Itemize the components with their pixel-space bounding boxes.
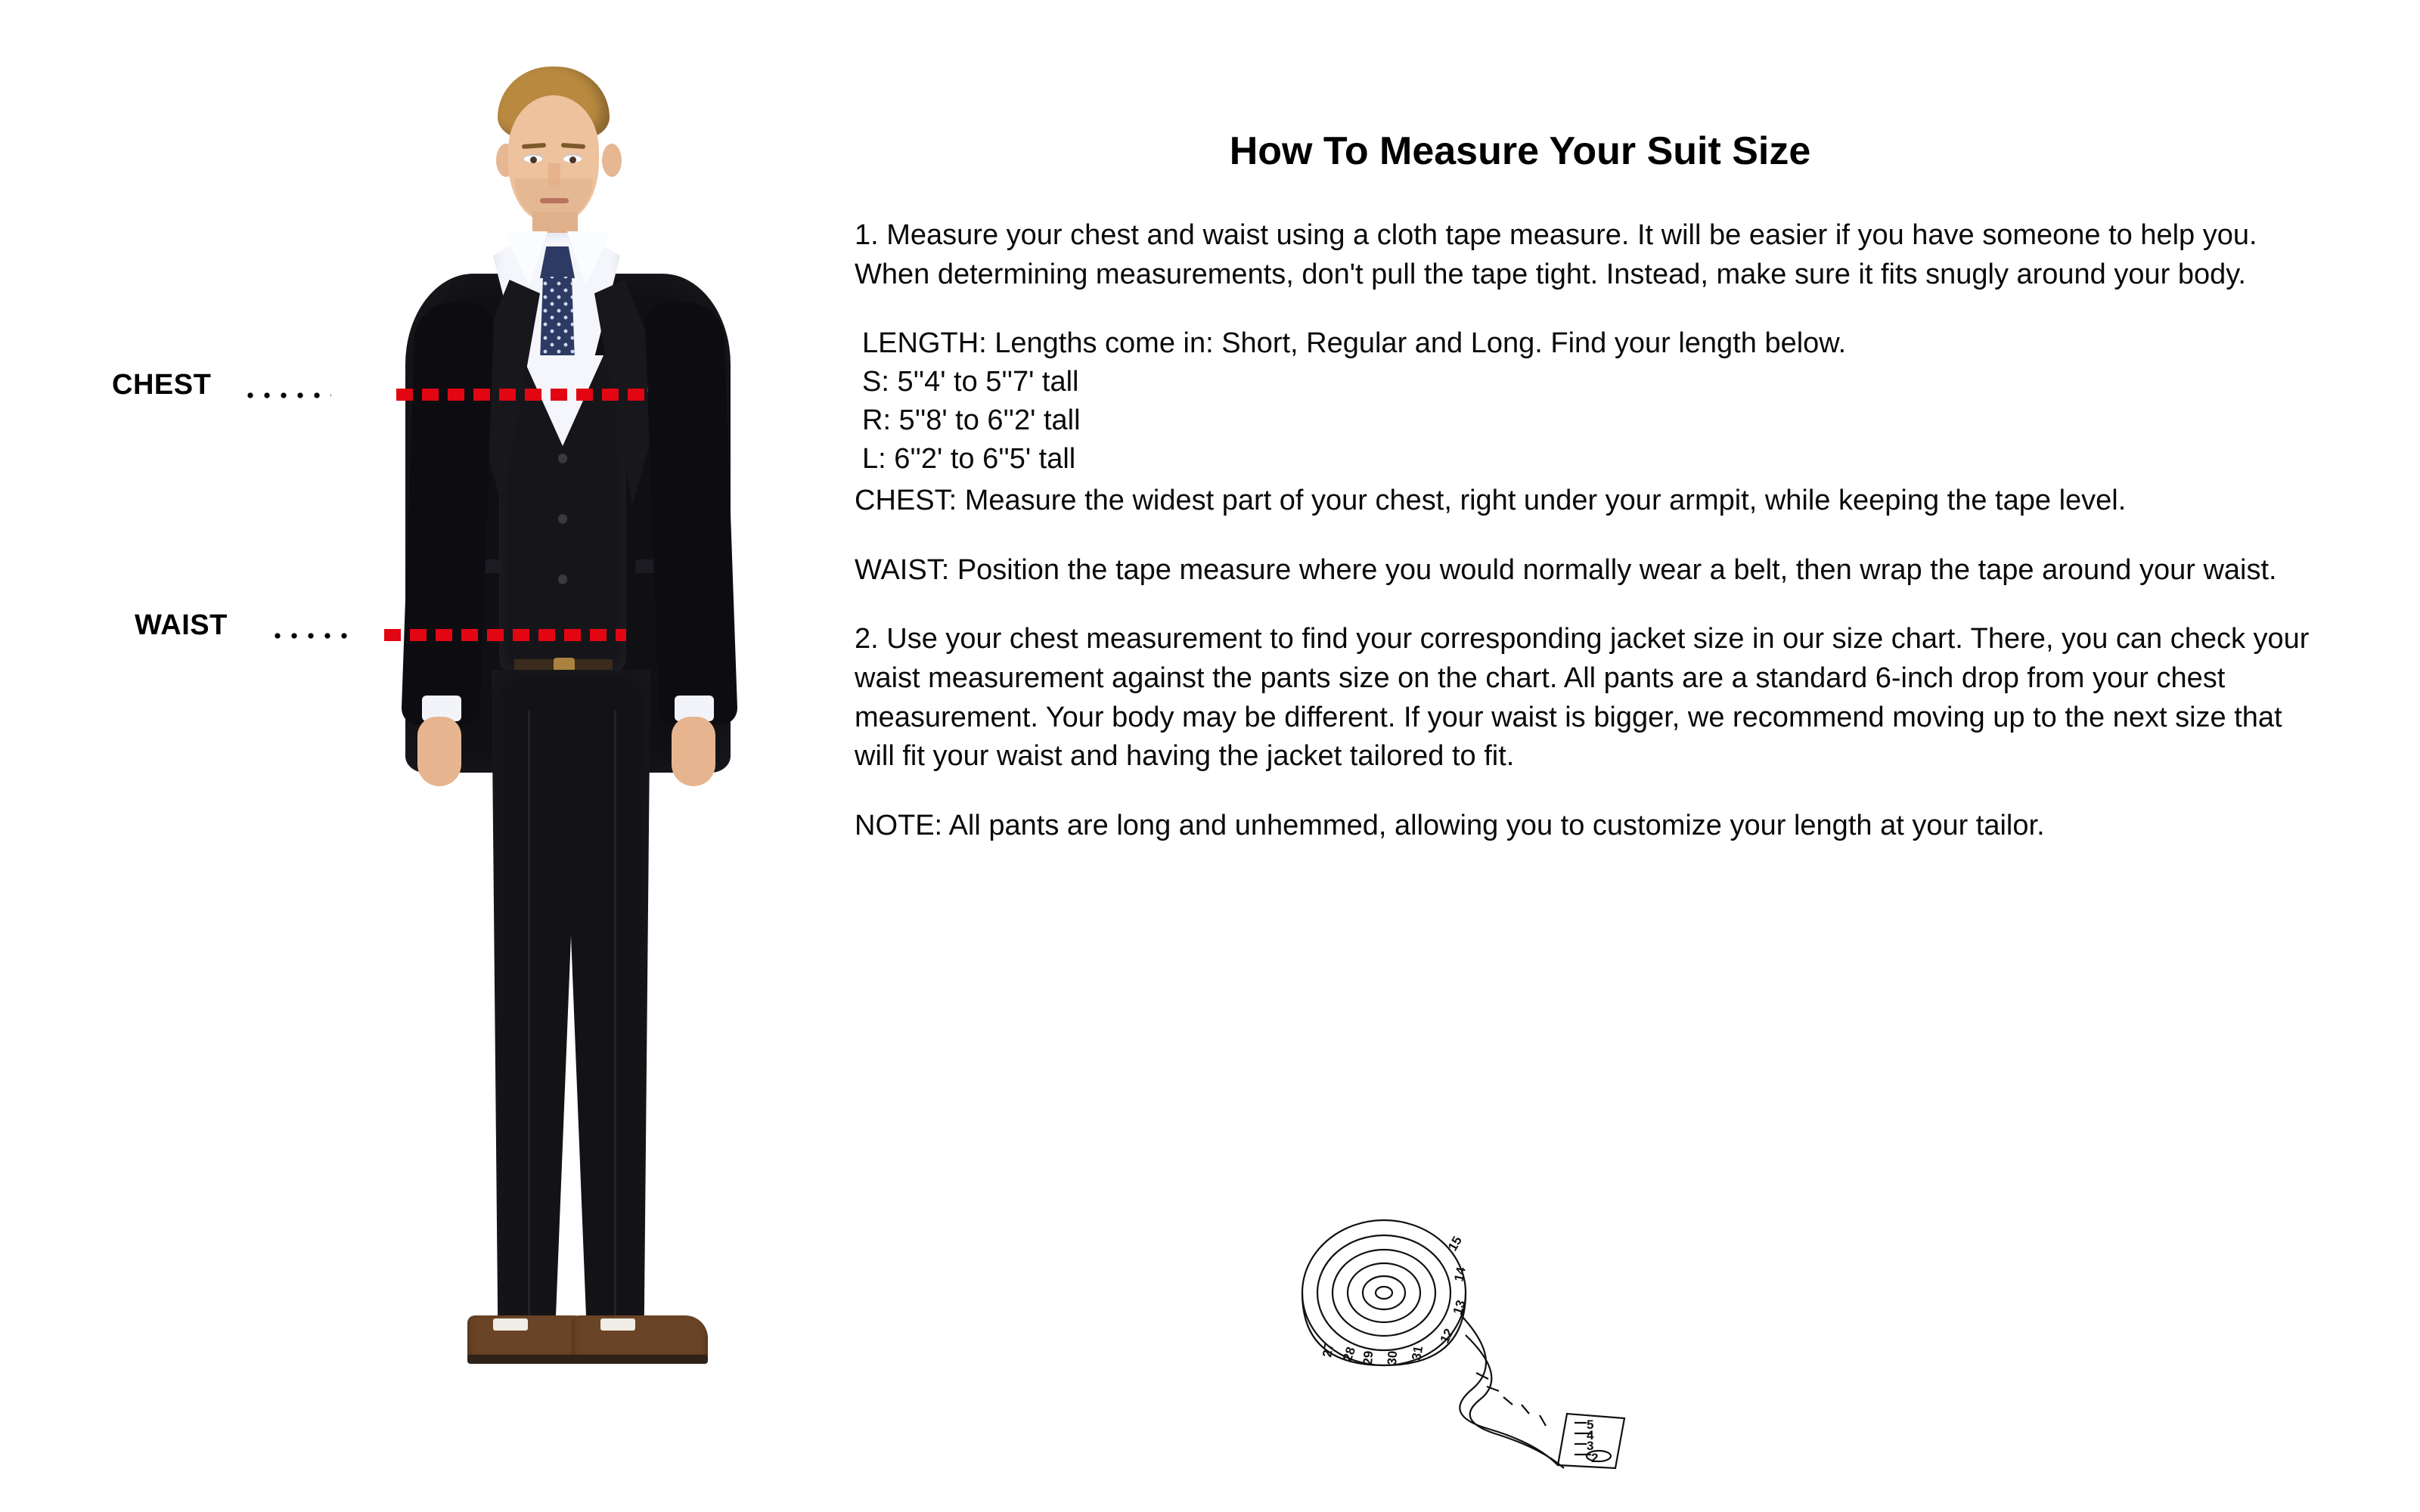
man-in-suit-figure	[227, 30, 908, 1489]
tape-number-15: 15	[1445, 1234, 1465, 1253]
chest-measure-line	[396, 389, 653, 401]
tape-number-31: 31	[1409, 1344, 1426, 1362]
tape-number-29: 29	[1360, 1350, 1376, 1366]
sleeve-left	[401, 301, 494, 727]
tape-number-4: 4	[1587, 1428, 1594, 1442]
waist-leader-dots	[269, 632, 357, 640]
trouser-crease-right	[614, 711, 616, 1315]
paragraph-chest: CHEST: Measure the widest part of your chest, right under your armpit, while keeping the tape level.	[855, 484, 2127, 516]
nose	[548, 163, 560, 187]
tape-number-30: 30	[1385, 1350, 1401, 1366]
ear-right	[602, 144, 622, 177]
shoe-sole-right	[572, 1355, 708, 1364]
length-regular: R: 5''8' to 6''2' tall	[862, 404, 1081, 437]
paragraph-length-intro: LENGTH: Lengths come in: Short, Regular and Long. Find your length below.	[862, 327, 1847, 360]
tape-number-14: 14	[1451, 1266, 1469, 1283]
pupil-left	[530, 156, 537, 163]
length-long: L: 6''2' to 6''5' tall	[862, 443, 1076, 476]
tape-measure-illustration	[1286, 1202, 1679, 1474]
waist-annotation-label: WAIST	[135, 609, 228, 641]
page-title: How To Measure Your Suit Size	[1229, 129, 1811, 173]
pupil-right	[569, 156, 576, 163]
paragraph-note: NOTE: All pants are long and unhemmed, allowing you to customize your length at your tailor.	[855, 810, 2045, 841]
shoe-detail-right	[600, 1318, 635, 1331]
paragraph-step-1: 1. Measure your chest and waist using a cloth tape measure. It will be easier if you have someone to help you. When determining measurements, don't pull the tape tight. Instead, make sure it fits snugly around your body.	[855, 219, 2257, 290]
paragraph-step-2: 2. Use your chest measurement to find your corresponding jacket size in our size chart. There, you can check your waist measurement against the pants size on the chart. All pants are a standard 6-inch drop from your chest measurement. Your body may be different. If your waist is bigger, we recommend moving up to the next size that will fit your waist and having the jacket tailored to fit.	[855, 623, 2310, 773]
tape-number-12: 12	[1437, 1326, 1457, 1346]
chest-leader-dots	[242, 392, 331, 399]
tape-number-28: 28	[1339, 1345, 1359, 1364]
hand-right	[672, 717, 715, 786]
tape-number-5: 5	[1587, 1418, 1594, 1432]
waistcoat-button-2	[558, 514, 567, 523]
shoe-detail-left	[493, 1318, 528, 1331]
tape-measure-svg	[1286, 1202, 1679, 1474]
tape-number-3: 3	[1587, 1439, 1594, 1453]
tape-number-2: 2	[1591, 1451, 1599, 1465]
mouth	[540, 198, 569, 203]
instructions-pane	[855, 129, 2337, 876]
waistcoat-button-3	[558, 575, 567, 584]
suit-trousers	[492, 670, 650, 1335]
hand-left	[417, 717, 461, 786]
length-short: S: 5''4' to 5''7' tall	[862, 366, 1079, 398]
sleeve-right	[644, 301, 737, 727]
tape-number-13: 13	[1450, 1298, 1469, 1317]
waist-measure-line	[384, 629, 626, 641]
chest-annotation-label: CHEST	[112, 369, 212, 401]
waistcoat-button-1	[558, 454, 567, 463]
tape-number-27: 27	[1320, 1341, 1337, 1359]
model-illustration	[227, 30, 908, 1489]
paragraph-waist: WAIST: Position the tape measure where you would normally wear a belt, then wrap the tape around your waist.	[855, 553, 2277, 586]
trouser-crease-left	[528, 711, 530, 1315]
